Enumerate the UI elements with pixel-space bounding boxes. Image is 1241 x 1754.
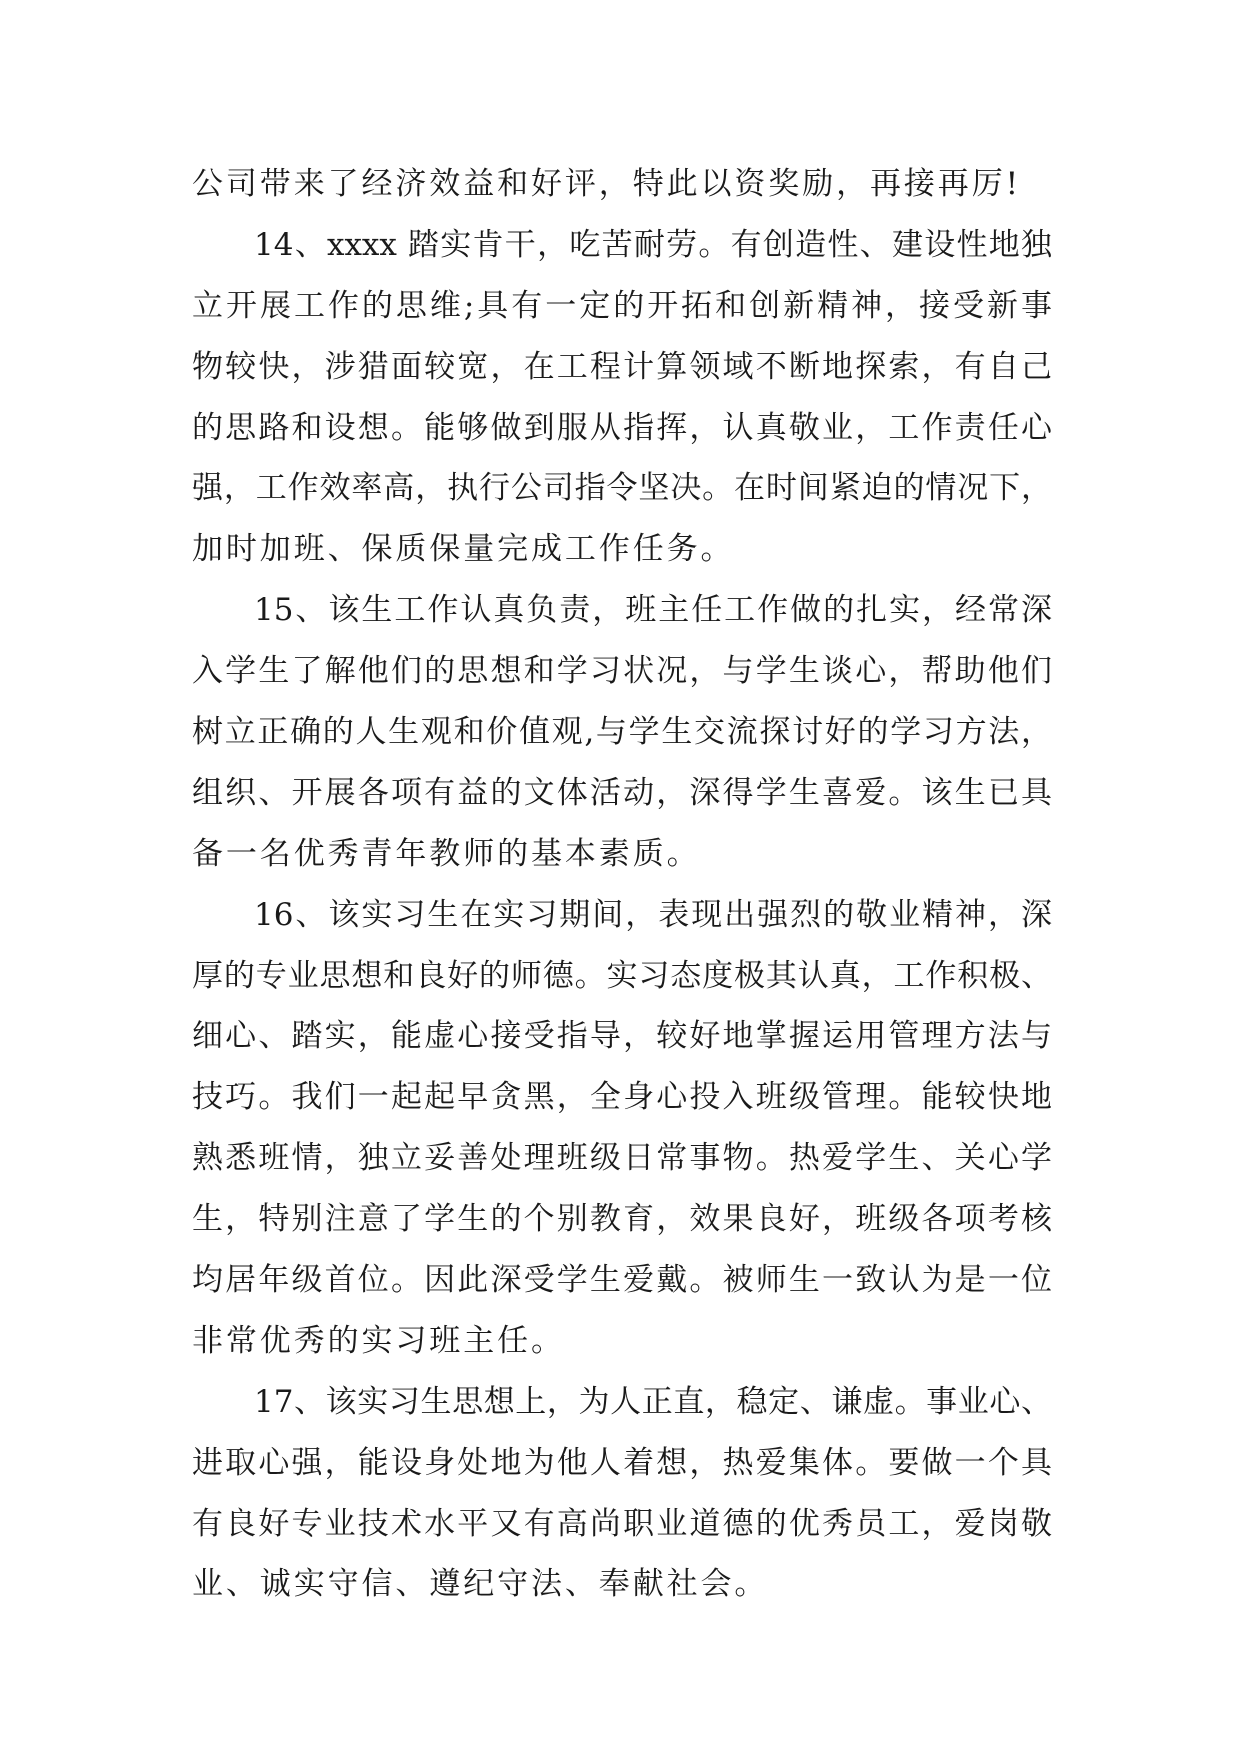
text-line: 组织、开展各项有益的文体活动，深得学生喜爱。该生已具	[192, 774, 1052, 811]
text-line: 树立正确的人生观和价值观,与学生交流探讨好的学习方法，	[192, 714, 1052, 751]
text-line: 有良好专业技术水平又有高尚职业道德的优秀员工，爱岗敬	[192, 1505, 1052, 1542]
text-line: 熟悉班情，独立妥善处理班级日常事物。热爱学生、关心学	[192, 1140, 1052, 1177]
text-line: 进取心强，能设身处地为他人着想，热爱集体。要做一个具	[192, 1444, 1052, 1481]
text-line: 14、xxxx 踏实肯干，吃苦耐劳。有创造性、建设性地独	[254, 226, 1052, 263]
paragraph-16	[192, 885, 1052, 1372]
text-line: 的思路和设想。能够做到服从指挥，认真敬业，工作责任心	[192, 409, 1052, 446]
text-line: 加时加班、保质保量完成工作任务。	[192, 531, 735, 568]
text-line: 入学生了解他们的思想和学习状况，与学生谈心，帮助他们	[192, 653, 1052, 690]
text-line: 物较快，涉猎面较宽，在工程计算领域不断地探索，有自己	[192, 348, 1052, 385]
text-line: 立开展工作的思维;具有一定的开拓和创新精神，接受新事	[192, 287, 1052, 324]
text-line: 细心、踏实，能虚心接受指导，较好地掌握运用管理方法与	[192, 1018, 1052, 1055]
paragraph-17	[192, 1372, 1052, 1616]
text-line: 非常优秀的实习班主任。	[192, 1322, 565, 1359]
text-line: 均居年级首位。因此深受学生爱戴。被师生一致认为是一位	[192, 1262, 1052, 1299]
text-line: 业、诚实守信、遵纪守法、奉献社会。	[192, 1566, 769, 1603]
text-line: 17、该实习生思想上，为人正直，稳定、谦虚。事业心、	[254, 1383, 1052, 1420]
text-line: 16、该实习生在实习期间，表现出强烈的敬业精神，深	[254, 896, 1052, 933]
document-body	[192, 154, 1052, 1615]
text-line: 厚的专业思想和良好的师德。实习态度极其认真，工作积极、	[192, 957, 1052, 994]
text-line: 技巧。我们一起起早贪黑，全身心投入班级管理。能较快地	[192, 1079, 1052, 1116]
text-line: 强，工作效率高，执行公司指令坚决。在时间紧迫的情况下，	[192, 470, 1052, 507]
text-line: 备一名优秀青年教师的基本素质。	[192, 835, 701, 872]
paragraph-13-continuation	[192, 154, 1052, 215]
text-line: 15、该生工作认真负责，班主任工作做的扎实，经常深	[254, 592, 1052, 629]
paragraph-15	[192, 580, 1052, 884]
text-line: 生，特别注意了学生的个别教育，效果良好，班级各项考核	[192, 1201, 1052, 1238]
text-line: 公司带来了经济效益和好评，特此以资奖励，再接再厉!	[192, 166, 1021, 202]
paragraph-14	[192, 215, 1052, 580]
